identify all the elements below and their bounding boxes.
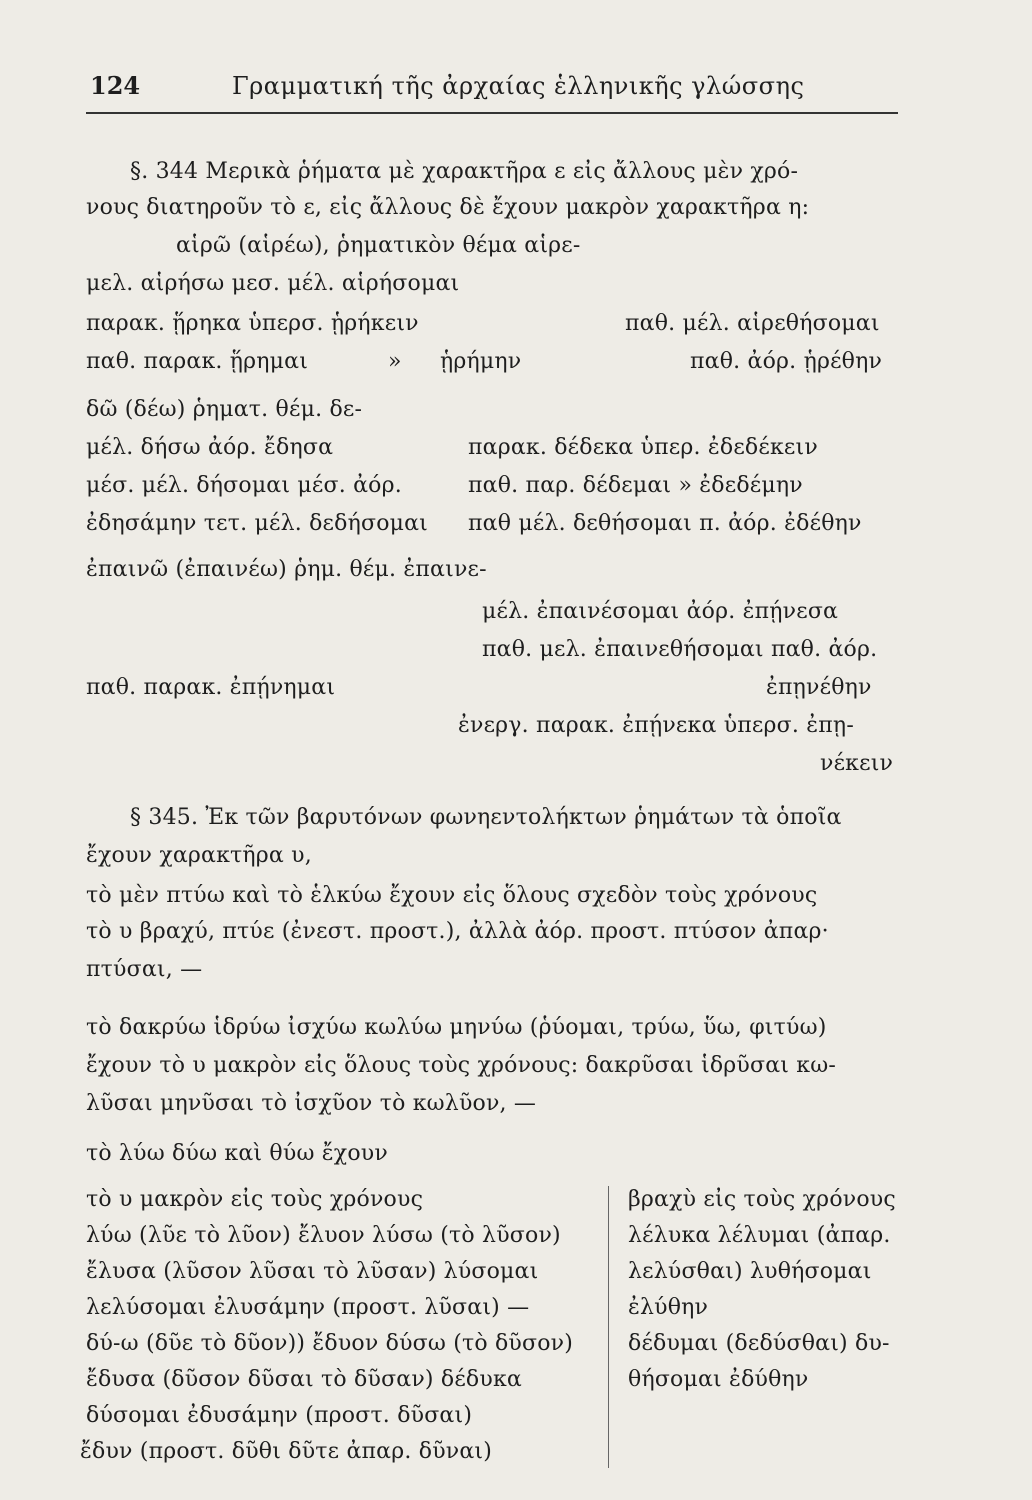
right-col-line-6: θήσομαι ἐδύθην [628, 1367, 809, 1392]
running-title: Γραμματική τῆς ἀρχαίας ἑλληνικῆς γλώσσης [232, 72, 805, 100]
right-col-line-4: ἐλύθην [628, 1295, 709, 1320]
left-col-line-8: ἔδυν (προστ. δῦθι δῦτε ἀπαρ. δῦναι) [80, 1439, 493, 1464]
airo-row-3-ditto: » [388, 349, 402, 374]
p2-line-3: πτύσαι, — [86, 957, 203, 982]
section-345-line-1: § 345. Ἐκ τῶν βαρυτόνων φωνηεντολήκτων ῥημάτων τὰ ὁποῖα [130, 805, 842, 830]
left-col-line-6: ἔδυσα (δῦσον δῦσαι τὸ δῦσαν) δέδυκα [86, 1367, 522, 1392]
deo-row-3a: ἐδησάμην τετ. μέλ. δεδήσομαι [86, 511, 429, 536]
p2-line-2: τὸ υ βραχύ, πτύε (ἐνεστ. προστ.), ἀλλὰ ἀόρ. προστ. πτύσον ἀπαρ· [86, 919, 829, 944]
epaino-row-4: ἐνεργ. παρακ. ἐπῄνεκα ὑπερσ. ἐπῃ- [458, 713, 854, 738]
right-col-line-3: λελύσθαι) λυθήσομαι [628, 1259, 872, 1284]
p3-line-2: ἔχουν τὸ υ μακρὸν εἰς ὅλους τοὺς χρόνους: δακρῦσαι ἱδρῦσαι κω- [86, 1053, 836, 1078]
p2-line-1: τὸ μὲν πτύω καὶ τὸ ἑλκύω ἔχουν εἰς ὅλους σχεδὸν τοὺς χρόνους [86, 883, 818, 908]
deo-row-2a: μέσ. μέλ. δήσομαι μέσ. ἀόρ. [86, 473, 402, 498]
section-344-line-1: §. 344 Μερικὰ ῥήματα μὲ χαρακτῆρα ε εἰς ἄλλους μὲν χρό- [130, 159, 799, 184]
p3-line-3: λῦσαι μηνῦσαι τὸ ἰσχῦον τὸ κωλῦον, — [86, 1091, 537, 1116]
airo-head: αἱρῶ (αἱρέω), ῥηματικὸν θέμα αἱρε- [176, 233, 581, 258]
epaino-head: ἐπαινῶ (ἐπαινέω) ῥημ. θέμ. ἐπαινε- [86, 557, 487, 582]
airo-row-3a: παθ. παρακ. ᾕρημαι [86, 349, 309, 374]
left-col-line-3: ἔλυσα (λῦσον λῦσαι τὸ λῦσαν) λύσομαι [86, 1259, 539, 1284]
left-col-line-2: λύω (λῦε τὸ λῦον) ἔλυον λύσω (τὸ λῦσον) [86, 1223, 561, 1248]
deo-row-1b: παρακ. δέδεκα ὑπερ. ἐδεδέκειν [468, 435, 818, 460]
airo-row-1: μελ. αἱρήσω μεσ. μέλ. αἱρήσομαι [86, 271, 460, 296]
airo-row-3c: παθ. ἀόρ. ᾑρέθην [690, 349, 883, 374]
deo-row-1a: μέλ. δήσω ἀόρ. ἔδησα [86, 435, 334, 460]
right-col-line-2: λέλυκα λέλυμαι (ἀπαρ. [628, 1223, 891, 1248]
epaino-row-1: μέλ. ἐπαινέσομαι ἀόρ. ἐπῄνεσα [482, 599, 839, 624]
right-col-line-1: βραχὺ εἰς τοὺς χρόνους [628, 1187, 896, 1212]
epaino-row-3a: παθ. παρακ. ἐπῄνημαι [86, 675, 336, 700]
deo-row-2b: παθ. παρ. δέδεμαι » ἐδεδέμην [468, 473, 803, 498]
airo-row-2a: παρακ. ᾕρηκα ὑπερσ. ᾑρήκειν [86, 311, 419, 336]
epaino-row-5: νέκειν [820, 751, 894, 776]
epaino-row-3b: ἐπῃνέθην [766, 675, 872, 700]
column-divider [608, 1186, 609, 1468]
section-344-line-2: νους διατηροῦν τὸ ε, εἰς ἄλλους δὲ ἔχουν μακρὸν χαρακτῆρα η: [86, 195, 810, 220]
deo-row-3b: παθ μέλ. δεθήσομαι π. ἀόρ. ἐδέθην [468, 511, 862, 536]
deo-head: δῶ (δέω) ῥηματ. θέμ. δε- [86, 397, 363, 422]
left-col-line-1: τὸ υ μακρὸν εἰς τοὺς χρόνους [86, 1187, 424, 1212]
left-col-line-5: δύ-ω (δῦε τὸ δῦον)) ἔδυον δύσω (τὸ δῦσον) [86, 1331, 574, 1356]
right-col-line-5: δέδυμαι (δεδύσθαι) δυ- [628, 1331, 890, 1356]
p3-line-1: τὸ δακρύω ἱδρύω ἰσχύω κωλύω μηνύω (ῥύομαι, τρύω, ὕω, φιτύω) [86, 1015, 827, 1040]
p4-line: τὸ λύω δύω καὶ θύω ἔχουν [86, 1141, 388, 1166]
section-345-line-2: ἔχουν χαρακτῆρα υ, [86, 843, 312, 868]
left-col-line-4: λελύσομαι ἐλυσάμην (προστ. λῦσαι) — [86, 1295, 530, 1320]
left-col-line-7: δύσομαι ἐδυσάμην (προστ. δῦσαι) [86, 1403, 473, 1428]
airo-row-2b: παθ. μέλ. αἱρεθήσομαι [625, 311, 880, 336]
header-rule [86, 112, 898, 114]
epaino-row-2: παθ. μελ. ἐπαινεθήσομαι παθ. ἀόρ. [482, 637, 878, 662]
airo-row-3b: ᾑρήμην [440, 349, 522, 374]
page-number: 124 [90, 71, 141, 100]
